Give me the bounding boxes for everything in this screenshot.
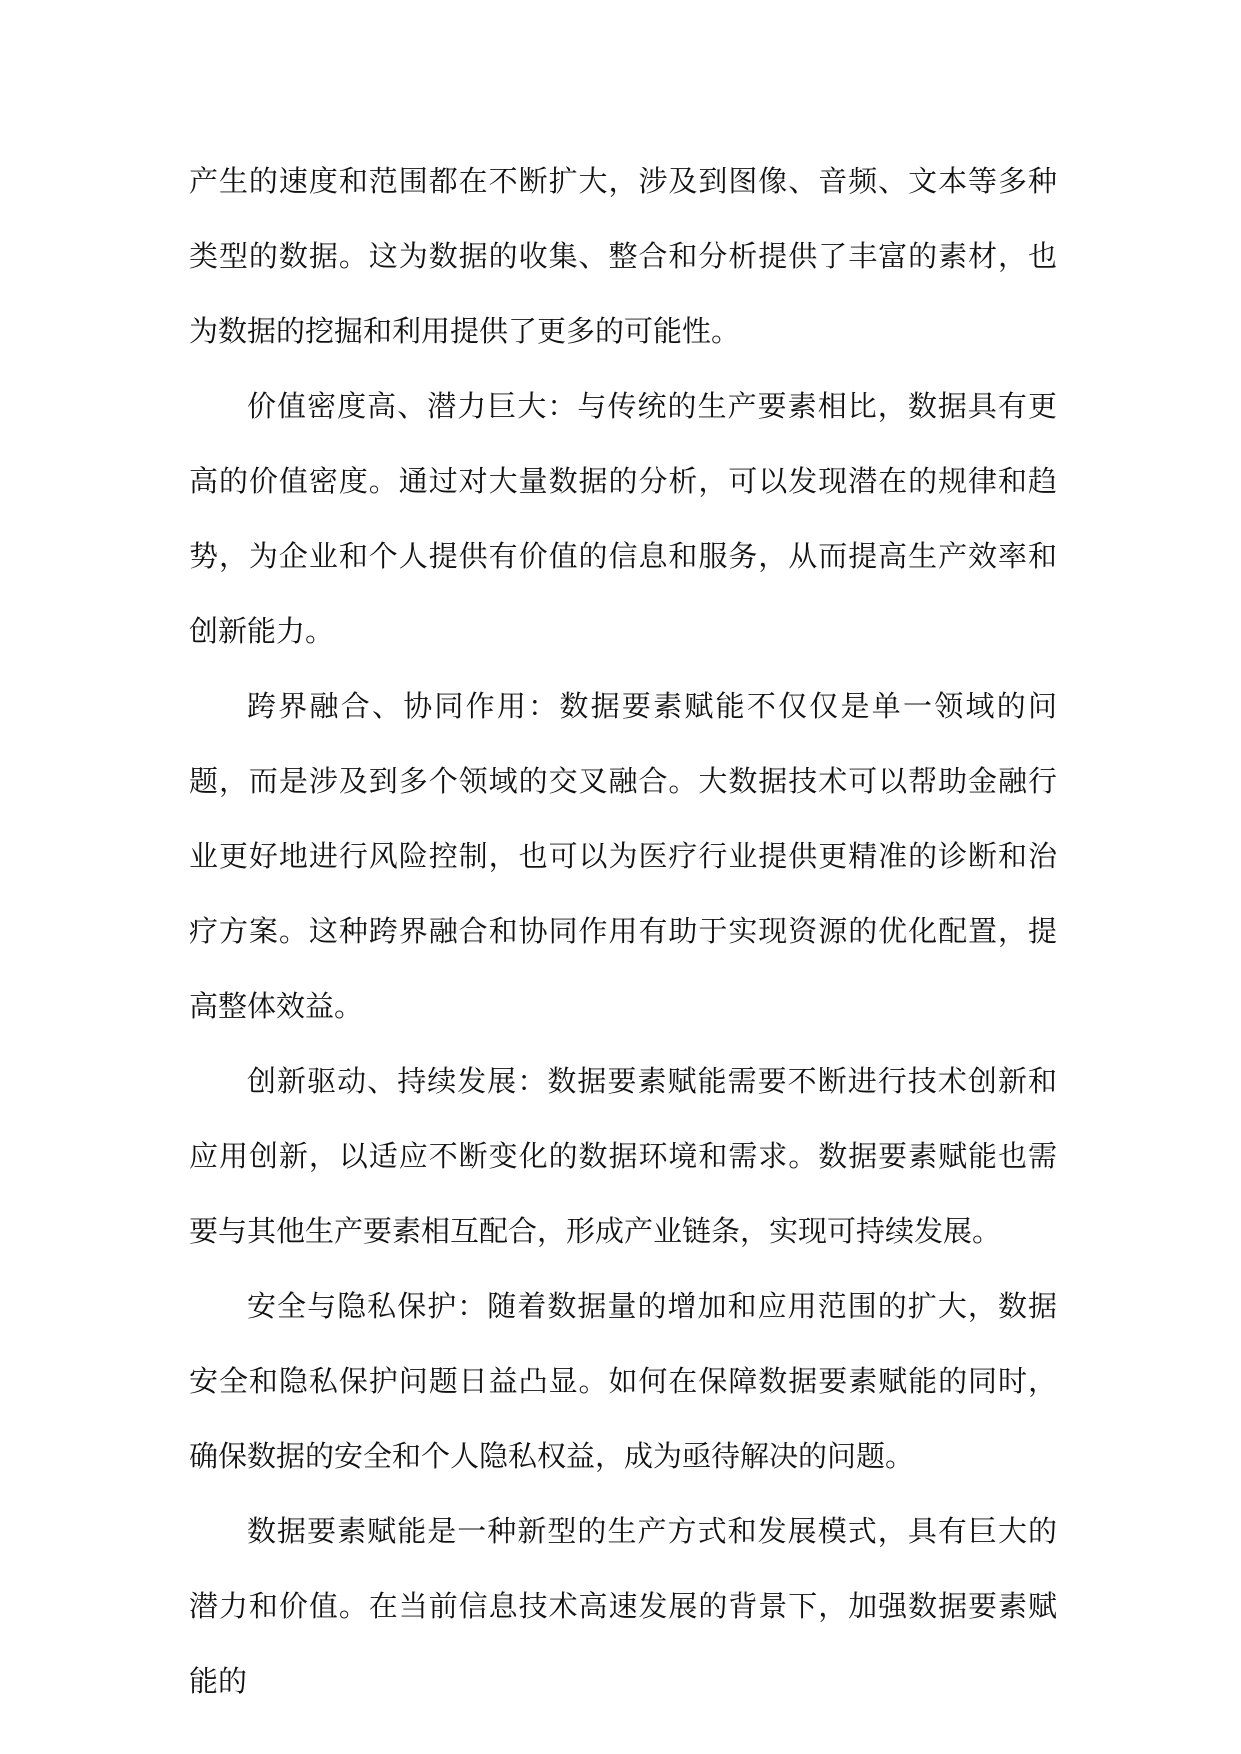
paragraph-security-privacy: 安全与隐私保护：随着数据量的增加和应用范围的扩大，数据安全和隐私保护问题日益凸显。如何在保障数据要素赋能的同时，确保数据的安全和个人隐私权益，成为亟待解决的问题。: [189, 1289, 1057, 1473]
paragraph-value-density: 价值密度高、潜力巨大：与传统的生产要素相比，数据具有更高的价值密度。通过对大量数据的分析，可以发现潜在的规律和趋势，为企业和个人提供有价值的信息和服务，从而提高生产效率和创新能力。: [189, 389, 1057, 648]
paragraph-cross-domain: 跨界融合、协同作用：数据要素赋能不仅仅是单一领域的问题，而是涉及到多个领域的交叉融合。大数据技术可以帮助金融行业更好地进行风险控制，也可以为医疗行业提供更精准的诊断和治疗方案。这种跨界融合和协同作用有助于实现资源的优化配置，提高整体效益。: [189, 689, 1057, 1023]
document-body: [189, 144, 1057, 1719]
paragraph-conclusion: 数据要素赋能是一种新型的生产方式和发展模式，具有巨大的潜力和价值。在当前信息技术高速发展的背景下，加强数据要素赋能的: [189, 1514, 1057, 1698]
paragraph-innovation: 创新驱动、持续发展：数据要素赋能需要不断进行技术创新和应用创新，以适应不断变化的数据环境和需求。数据要素赋能也需要与其他生产要素相互配合，形成产业链条，实现可持续发展。: [189, 1064, 1057, 1248]
paragraph-continuation: 产生的速度和范围都在不断扩大，涉及到图像、音频、文本等多种类型的数据。这为数据的收集、整合和分析提供了丰富的素材，也为数据的挖掘和利用提供了更多的可能性。: [189, 164, 1057, 348]
